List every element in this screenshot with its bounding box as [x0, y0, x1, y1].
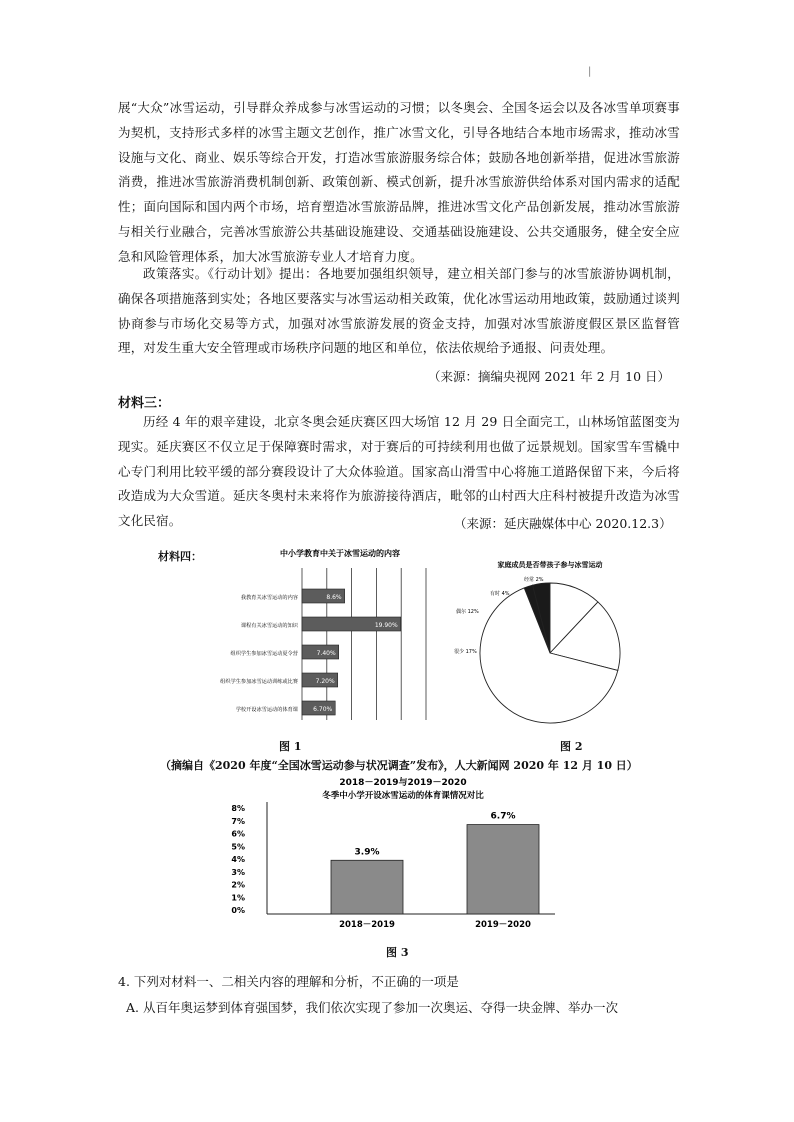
figure-1-caption: 图 1 — [279, 740, 302, 753]
chart-1-value-label: 8.6% — [326, 594, 342, 601]
page-mark: | — [588, 66, 592, 77]
chart-2-slice-label: 很少 17% — [454, 649, 477, 655]
chart-2-slice-label: 偶尔 12% — [456, 609, 479, 615]
chart-3-bar — [467, 825, 539, 914]
chart-1-value-label: 7.20% — [315, 678, 335, 685]
figure-2-chart — [450, 555, 630, 725]
figure-3-caption: 图 3 — [386, 946, 409, 959]
chart-3-y-tick: 8% — [231, 804, 245, 813]
chart-3-y-tick: 2% — [231, 880, 245, 890]
chart-2-slice-label: 经常 2% — [524, 577, 544, 583]
chart-1-category-label: 课程有关冰雪运动的知识 — [240, 623, 298, 629]
chart-1-category-label: 我教育关冰雪运动的内容 — [240, 595, 298, 601]
chart-3-y-tick: 0% — [231, 906, 245, 915]
chart-3-title: 2018－2019与2019－2020 — [339, 778, 467, 788]
chart-3-value-label: 3.9% — [354, 847, 380, 858]
figure-2-caption: 图 2 — [560, 740, 583, 753]
question-4-option-a: A. 从百年奥运梦到体育强国梦，我们依次实现了参加一次奥运、夺得一块金牌、举办一次 — [126, 1000, 618, 1015]
chart-3-x-tick: 2019－2020 — [475, 920, 531, 930]
chart-3-y-tick: 4% — [231, 855, 245, 864]
question-4-stem: 4. 下列对材料一、二相关内容的理解和分析，不正确的一项是 — [118, 974, 459, 989]
chart-3-y-tick: 1% — [231, 893, 245, 903]
figure-3-chart — [215, 776, 575, 940]
chart-3-y-tick: 6% — [231, 829, 245, 839]
chart-1-category-label: 组织学生参加冰雪运动训练或比赛 — [220, 679, 298, 685]
chart-3-y-tick: 5% — [231, 842, 245, 852]
chart-1-category-label: 学校开设冰雪运动的体育课 — [235, 707, 298, 713]
chart-3-x-tick: 2018－2019 — [339, 920, 395, 930]
paragraph-3: 历经 4 年的艰辛建设，北京冬奥会延庆赛区四大场馆 12 月 29 日全面完工，山林场馆蓝图变为现实。延庆赛区不仅立足于保障赛时需求，对于赛后的可持续利用也做了远景规划。国家雪车雪橇中心专门利用比较平缓的部分赛段设计了大众体验道。国家高山滑雪中心将施工道路保留下来，今后将改造成为大众雪道。延庆冬奥村未来将作为旅游接待酒店，毗邻的山村西大庄科村被提升改造为冰雪文化民宿。 — [118, 414, 680, 529]
chart-3-subtitle: 冬季中小学开设冰雪运动的体育课情况对比 — [322, 791, 484, 801]
chart-1-category-label: 组织学生参加冰雪运动夏令营 — [230, 651, 298, 657]
source-yanqing: （来源：延庆融媒体中心 2020.12.3） — [454, 516, 672, 531]
chart-3-y-tick: 3% — [231, 867, 245, 877]
material-4-source: （摘编自《2020 年度“全国冰雪运动参与状况调查”发布》，人大新闻网 2020 年 12 月 10 日） — [160, 759, 638, 772]
chart-1-value-label: 7.40% — [316, 650, 336, 657]
chart-3-bar — [331, 860, 403, 914]
chart-3-value-label: 6.7% — [490, 811, 516, 822]
figure-1-chart — [190, 544, 436, 724]
paragraph-1: 展“大众”冰雪运动，引导群众养成参与冰雪运动的习惯；以冬奥会、全国冬运会以及各冰雪单项赛事为契机，支持形式多样的冰雪主题文艺创作，推广冰雪文化，引导各地结合本地市场需求，推动冰雪设施与文化、商业、娱乐等综合开发，打造冰雪旅游服务综合体；鼓励各地创新举措，促进冰雪旅游消费，推进冰雪旅游消费机制创新、政策创新、模式创新，提升冰雪旅游供给体系对国内需求的适配性；面向国际和国内两个市场，培育塑造冰雪旅游品牌，推进冰雪文化产品创新发展，推动冰雪旅游与相关行业融合，完善冰雪旅游公共基础设施建设、交通基础设施建设、公共交通服务，健全安全应急和风险管理体系，加大冰雪旅游专业人才培育力度。 — [118, 100, 680, 264]
chart-2-slice-label: 有时 4% — [490, 591, 510, 597]
chart-2-title: 家庭成员是否带孩子参与冰雪运动 — [497, 561, 603, 569]
chart-3-y-tick: 7% — [231, 816, 245, 826]
material-4-label: 材料四： — [158, 550, 202, 563]
material-3-heading: 材料三： — [118, 396, 171, 411]
chart-1-value-label: 6.70% — [313, 706, 333, 713]
chart-1-title: 中小学教育中关于冰雪运动的内容 — [280, 549, 400, 558]
chart-1-value-label: 19.90% — [374, 622, 398, 629]
paragraph-2: 政策落实。《行动计划》提出：各地要加强组织领导，建立相关部门参与的冰雪旅游协调机制，确保各项措施落到实处；各地区要落实与冰雪运动相关政策，优化冰雪运动用地政策，鼓励通过谈判协商参与市场化交易等方式，加强对冰雪旅游发展的资金支持，加强对冰雪旅游度假区景区监督管理，对发生重大安全管理或市场秩序问题的地区和单位，依法依规给予通报、问责处理。 — [118, 266, 680, 356]
source-cctv: （来源：摘编央视网 2021 年 2 月 10 日） — [428, 369, 671, 384]
